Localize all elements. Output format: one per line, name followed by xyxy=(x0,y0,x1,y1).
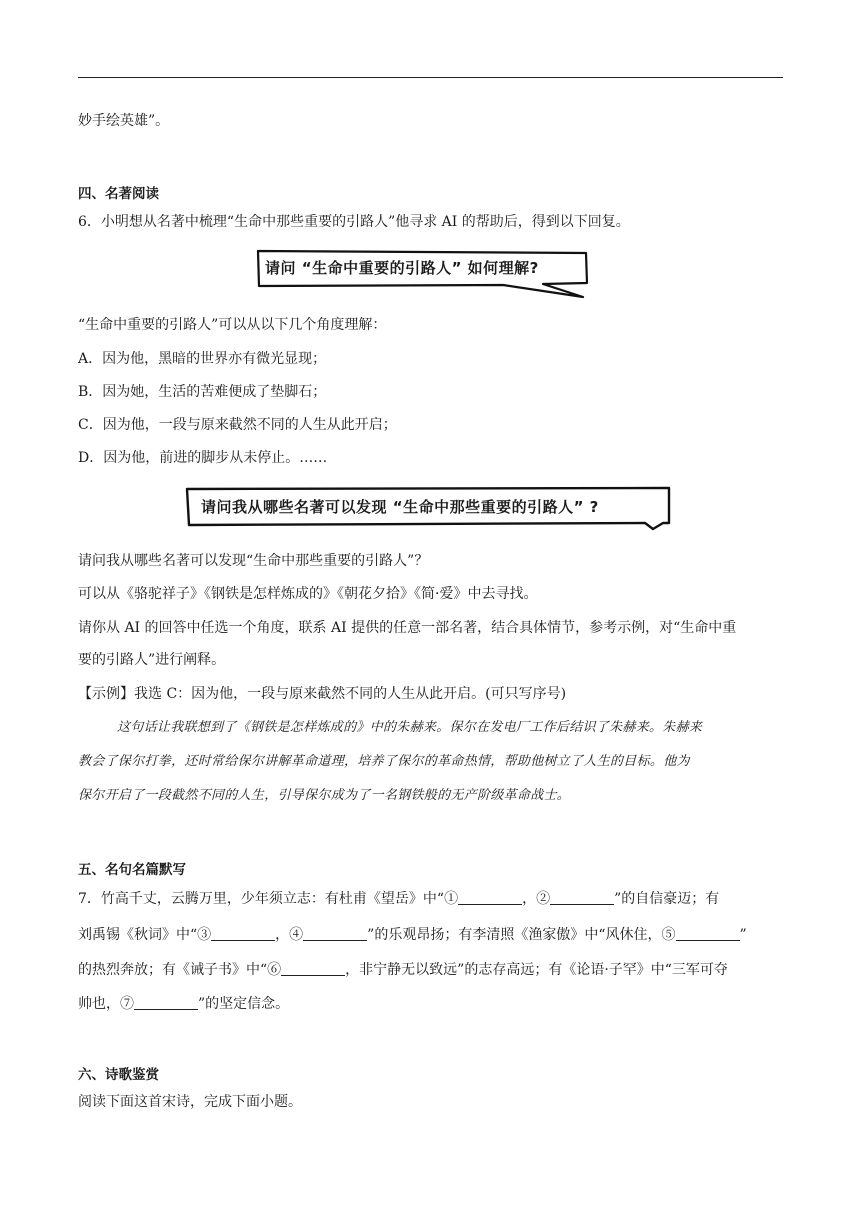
bubble-2-text: 请问我从哪些名著可以发现 “生命中那些重要的引路人” ? xyxy=(201,498,599,516)
section-heading-4: 四、名著阅读 xyxy=(78,186,159,202)
task-line-1: 请你从 AI 的回答中任选一个角度，联系 AI 提供的任意一部名著，结合具体情节，参考示例，对“生命中重 xyxy=(78,620,737,636)
q7-l4-b: ”的坚定信念。 xyxy=(198,996,290,1012)
option-c: C．因为他，一段与原来截然不同的人生从此开启； xyxy=(78,417,397,433)
q7-l2-d: ” xyxy=(739,927,747,943)
answer-intro: “生命中重要的引路人”可以从以下几个角度理解： xyxy=(78,317,387,333)
q7-l3-b: ，非宁静无以致远”的志存高远；有《论语·子罕》中“三军可夺 xyxy=(345,962,728,978)
question-repeat: 请问我从哪些名著可以发现“生命中那些重要的引路人”？ xyxy=(78,553,429,569)
blank-4[interactable] xyxy=(303,926,367,941)
q7-l1-a: 7．竹高千丈，云腾万里，少年须立志：有杜甫《望岳》中“① xyxy=(78,891,459,907)
blank-3[interactable] xyxy=(211,926,275,941)
option-d: D．因为他，前进的脚步从未停止。…… xyxy=(78,450,328,466)
q7-l1-b: ，② xyxy=(522,891,551,907)
speech-bubble-2 xyxy=(183,485,673,531)
task-line-2: 要的引路人”进行阐释。 xyxy=(78,652,226,668)
bubble-1-text: 请问 “生命中重要的引路人” 如何理解? xyxy=(265,259,539,277)
section-6-intro: 阅读下面这首宋诗，完成下面小题。 xyxy=(78,1094,302,1110)
example-body-line-1: 这句话让我联想到了《钢铁是怎样炼成的》中的朱赫来。保尔在发电厂工作后结识了朱赫来。朱赫来 xyxy=(117,720,703,735)
question-7-line-2 xyxy=(78,925,747,945)
question-7-line-3 xyxy=(78,960,728,980)
books-line: 可以从《骆驼祥子》《钢铁是怎样炼成的》《朝花夕拾》《简·爱》中去寻找。 xyxy=(78,586,538,602)
option-b: B．因为她，生活的苦难便成了垫脚石； xyxy=(78,384,327,400)
question-7-line-1 xyxy=(78,889,719,909)
q7-l1-c: ”的自信豪迈；有 xyxy=(614,891,720,907)
blank-6[interactable] xyxy=(281,961,345,976)
speech-bubble-1 xyxy=(253,247,593,299)
blank-2[interactable] xyxy=(550,890,614,905)
question-6-intro: 6．小明想从名著中梳理“生命中那些重要的引路人”他寻求 AI 的帮助后，得到以下回复。 xyxy=(78,214,630,230)
q7-l2-c: ”的乐观昂扬；有李清照《渔家傲》中“风休住，⑤ xyxy=(367,927,676,943)
question-7-line-4 xyxy=(78,994,289,1014)
blank-1[interactable] xyxy=(458,890,522,905)
example-body-line-2: 教会了保尔打拳，还时常给保尔讲解革命道理，培养了保尔的革命热情，帮助他树立了人生的目标。他为 xyxy=(78,754,690,769)
blank-5[interactable] xyxy=(676,926,740,941)
section-heading-5: 五、名句名篇默写 xyxy=(78,862,186,878)
example-body-line-3: 保尔开启了一段截然不同的人生，引导保尔成为了一名钢铁般的无产阶级革命战士。 xyxy=(78,788,571,803)
section-heading-6: 六、诗歌鉴赏 xyxy=(78,1067,159,1083)
q7-l4-a: 帅也，⑦ xyxy=(78,996,134,1012)
q7-l2-a: 刘禹锡《秋词》中“③ xyxy=(78,927,212,943)
blank-7[interactable] xyxy=(134,995,198,1010)
option-a: A．因为他，黑暗的世界亦有微光显现； xyxy=(78,351,327,367)
top-fragment: 妙手绘英雄”。 xyxy=(78,113,170,129)
q7-l2-b: ，④ xyxy=(275,927,304,943)
example-label: 【示例】我选 C：因为他，一段与原来截然不同的人生从此开启。(可只写序号) xyxy=(78,686,567,702)
header-rule xyxy=(78,77,783,78)
q7-l3-a: 的热烈奔放；有《诫子书》中“⑥ xyxy=(78,962,282,978)
